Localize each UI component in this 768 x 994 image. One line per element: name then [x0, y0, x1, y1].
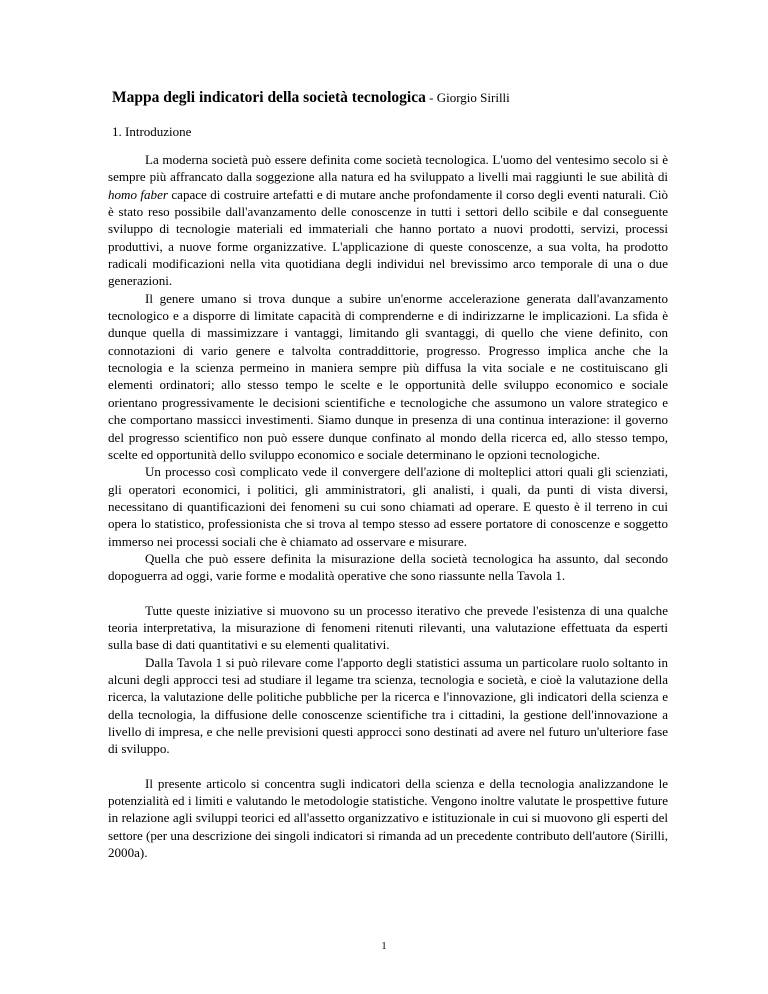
- paragraph-1-part-2: capace di costruire artefatti e di mutare anche profondamente il corso degli eventi naturali. Ciò è stato reso possibile dall'avanzamento delle conoscenze in tutti i settori dello scibile e dal conseguente sviluppo di tecnologie materiali ed immateriali che hanno portato a nuovi prodotti, servizi, processi produttivi, a nuove forme organizzative. L'applicazione di queste conoscenze, a sua volta, ha prodotto radicali modificazioni nella vita quotidiana degli individui nel brevissimo arco temporale di una o due generazioni.: [108, 186, 668, 289]
- document-title-line: [112, 88, 672, 108]
- paragraph-7: Il presente articolo si concentra sugli indicatori della scienza e della tecnologia analizzandone le potenzialità ed i limiti e valutando le metodologie statistiche. Vengono inoltre valutate le prospettive future in relazione agli sviluppi teorici ed all'assetto organizzativo e istituzionale in cui si muovono gli esperti del settore (per una descrizione dei singoli indicatori si rimanda ad un precedente contributo dell'autore (Sirilli, 2000a).: [108, 775, 668, 861]
- paragraph-5: Tutte queste iniziative si muovono su un processo iterativo che prevede l'esistenza di una qualche teoria interpretativa, la misurazione di fenomeni ritenuti rilevanti, una valutazione effettuata da esperti sulla base di dati quantitativi e su elementi qualitativi.: [108, 602, 668, 653]
- paragraph-6: Dalla Tavola 1 si può rilevare come l'apporto degli statistici assuma un particolare ruolo soltanto in alcuni degli approcci tesi ad studiare il legame tra scienza, tecnologia e società, e cioè la valutazione della ricerca, la valutazione delle politiche pubbliche per la ricerca e l'innovazione, gli indicatori della scienza e della tecnologia, la diffusione delle conoscenze scientifiche tra i cittadini, la gestione dell'innovazione a livello di impresa, e che nelle previsioni questi approcci sono destinati ad avere nel futuro un'ulteriore fase di sviluppo.: [108, 654, 668, 757]
- section-heading: 1. Introduzione: [112, 124, 192, 139]
- document-title: Mappa degli indicatori della società tecnologica: [112, 89, 426, 106]
- paragraph-3: Un processo così complicato vede il convergere dell'azione di molteplici attori quali gli scienziati, gli operatori economici, i politici, gli amministratori, gli analisti, i quali, da punti di vista diversi, necessitano di quantificazioni dei fenomeni su cui sono chiamati ad operare. E questo è il terreno in cui opera lo statistico, professionista che si trova al tempo stesso ad essere portatore di conoscenze e soggetto immerso nei processi sociali che è chiamato ad osservare e misurare.: [108, 464, 668, 549]
- paragraph-1-italic: homo faber: [108, 186, 168, 202]
- paragraph-1: [108, 151, 668, 290]
- page-number: 1: [381, 941, 387, 952]
- title-separator: -: [425, 90, 437, 105]
- paragraph-4: Quella che può essere definita la misurazione della società tecnologica ha assunto, dal secondo dopoguerra ad oggi, varie forme e modalità operative che sono riassunte nella Tavola 1.: [108, 550, 668, 584]
- body-text: [108, 151, 668, 861]
- document-author: Giorgio Sirilli: [436, 90, 510, 105]
- paragraph-1-part-1: La moderna società può essere definita come società tecnologica. L'uomo del ventesimo secolo si è sempre più affrancato dalla soggezione alla natura ed ha sviluppato a livelli mai raggiunti le sue abilità di: [108, 152, 668, 185]
- paragraph-2: Il genere umano si trova dunque a subire un'enorme accelerazione generata dall'avanzamento tecnologico e a disporre di limitate capacità di comprenderne e di indirizzarne le implicazioni. La sfida è dunque quella di massimizzare i vantaggi, limitando gli svantaggi, di quello che viene definito, con connotazioni di vario genere e talvolta contraddittorie, progresso. Progresso implica anche che la tecnologia e la scienza permeino in maniera sempre più diffusa la vita sociale e ne costituiscano gli elementi ordinatori; allo stesso tempo le scelte e le opportunità delle sviluppo economico e sociale orientano progressivamente le decisioni scientifiche e tecnologiche che assumono un valore strategico e che comportano massicci investimenti. Siamo dunque in presenza di una continua interazione: il governo del progresso scientifico non può essere dunque confinato al mondo della ricerca ed, allo stesso tempo, scelte ed opportunità dello sviluppo economico e sociale determinano le opzioni tecnologiche.: [108, 290, 668, 462]
